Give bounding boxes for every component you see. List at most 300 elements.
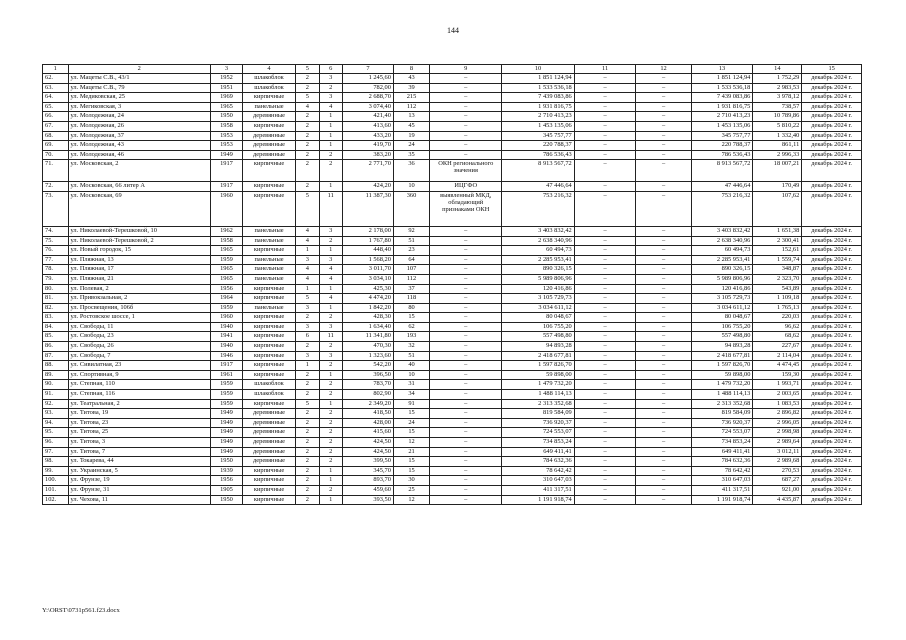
table-cell: 78 642,42 [691, 466, 753, 476]
table-cell: 1951 [211, 83, 243, 93]
table-cell: 39 [393, 83, 429, 93]
table-cell: декабрь 2024 г. [802, 182, 862, 192]
table-cell: декабрь 2024 г. [802, 131, 862, 141]
table-cell: 2 [296, 182, 319, 192]
table-cell: 2 [296, 150, 319, 160]
table-cell: 11 [319, 191, 342, 226]
table-cell: 10 789,86 [753, 112, 802, 122]
table-cell: 10 [393, 370, 429, 380]
table-cell: кирпичные [242, 322, 295, 332]
table-cell: декабрь 2024 г. [802, 150, 862, 160]
table-cell: – [636, 294, 691, 304]
table-cell: 2 771,70 [342, 160, 393, 182]
table-cell: 78 642,42 [502, 466, 574, 476]
table-row [43, 191, 862, 226]
table-cell: 91 [393, 399, 429, 409]
table-cell: ул. Титова, 19 [68, 409, 211, 419]
table-cell: 736 920,37 [691, 418, 753, 428]
table-cell: 96. [43, 438, 69, 448]
table-cell: декабрь 2024 г. [802, 485, 862, 495]
table-cell: кирпичные [242, 476, 295, 486]
table-row [43, 466, 862, 476]
table-cell: – [636, 342, 691, 352]
table-cell: 1959 [211, 380, 243, 390]
table-cell: – [430, 294, 502, 304]
table-cell: 1 568,20 [342, 255, 393, 265]
table-cell: ул. Молодежная, 26 [68, 121, 211, 131]
table-cell: ул. Титова, 23 [68, 418, 211, 428]
table-cell: ул. Николаевой-Терешковой, 10 [68, 226, 211, 236]
column-number-cell: 15 [802, 65, 862, 74]
table-row [43, 313, 862, 323]
table-cell: декабрь 2024 г. [802, 476, 862, 486]
table-cell: ул. Чехова, 11 [68, 495, 211, 505]
table-cell: декабрь 2024 г. [802, 274, 862, 284]
table-cell: декабрь 2024 г. [802, 93, 862, 103]
table-cell: деревянные [242, 447, 295, 457]
table-cell: 107,62 [753, 191, 802, 226]
table-cell: – [636, 476, 691, 486]
table-cell: ул. Пляжная, 13 [68, 255, 211, 265]
table-cell: 106 755,20 [691, 322, 753, 332]
table-cell: 2 [296, 141, 319, 151]
table-cell: 1 [319, 131, 342, 141]
table-cell: 893,70 [342, 476, 393, 486]
table-cell: ул. Свободы, 11 [68, 322, 211, 332]
table-cell: панельные [242, 274, 295, 284]
table-cell: 399,50 [342, 457, 393, 467]
table-cell: 101. [43, 485, 69, 495]
column-number-cell: 3 [211, 65, 243, 74]
table-cell: – [430, 74, 502, 84]
table-cell: 310 647,03 [691, 476, 753, 486]
table-cell: – [574, 93, 636, 103]
table-cell: – [430, 313, 502, 323]
table-cell: – [574, 370, 636, 380]
table-cell: деревянные [242, 112, 295, 122]
table-cell: – [636, 265, 691, 275]
table-cell: 3 [296, 255, 319, 265]
table-cell: 93. [43, 409, 69, 419]
table-cell: – [430, 409, 502, 419]
table-cell: 62. [43, 74, 69, 84]
table-cell: кирпичные [242, 284, 295, 294]
table-cell: ул. Московская, 2 [68, 160, 211, 182]
table-cell: 2 [296, 438, 319, 448]
table-cell: 786 536,43 [502, 150, 574, 160]
table-cell: 783,70 [342, 380, 393, 390]
table-cell: 2 [296, 160, 319, 182]
table-cell: ул. Молодежная, 24 [68, 112, 211, 122]
table-cell: кирпичные [242, 93, 295, 103]
table-cell: 419,70 [342, 141, 393, 151]
table-cell: – [636, 399, 691, 409]
table-cell: – [636, 351, 691, 361]
table-cell: шлакоблок [242, 83, 295, 93]
table-cell: 3 978,12 [753, 93, 802, 103]
table-cell: декабрь 2024 г. [802, 438, 862, 448]
table-cell: 1946 [211, 351, 243, 361]
table-cell: – [636, 495, 691, 505]
table-cell: кирпичные [242, 332, 295, 342]
table-cell: 36 [393, 160, 429, 182]
table-cell: 1961 [211, 370, 243, 380]
table-cell: – [636, 131, 691, 141]
table-cell: декабрь 2024 г. [802, 399, 862, 409]
table-cell: 1 [319, 284, 342, 294]
table-cell: ул. Титова, 25 [68, 428, 211, 438]
table-cell: 2 996,33 [753, 150, 802, 160]
table-cell: – [574, 265, 636, 275]
table-cell: 10 [393, 182, 429, 192]
table-cell: 12 [393, 438, 429, 448]
table-cell: 2 [296, 342, 319, 352]
table-cell: – [636, 380, 691, 390]
table-cell: 428,00 [342, 418, 393, 428]
table-cell: 459,60 [342, 485, 393, 495]
table-cell: – [574, 380, 636, 390]
table-cell: 2 638 340,96 [691, 236, 753, 246]
column-number-cell: 8 [393, 65, 429, 74]
table-cell: 418,50 [342, 409, 393, 419]
table-cell: – [636, 226, 691, 236]
column-number-cell: 9 [430, 65, 502, 74]
table-cell: – [636, 141, 691, 151]
table-cell: – [636, 150, 691, 160]
table-cell: 7 439 083,86 [691, 93, 753, 103]
table-cell: 2 [296, 485, 319, 495]
table-cell: декабрь 2024 г. [802, 361, 862, 371]
table-cell: 2 [296, 409, 319, 419]
table-cell: 5 989 806,96 [502, 274, 574, 284]
table-row [43, 361, 862, 371]
table-cell: 421,40 [342, 112, 393, 122]
table-cell: 1 332,40 [753, 131, 802, 141]
table-cell: 80 048,67 [691, 313, 753, 323]
table-cell: 3 [319, 351, 342, 361]
table-body [43, 65, 862, 505]
table-cell: 3 012,11 [753, 447, 802, 457]
table-cell: 1 559,74 [753, 255, 802, 265]
column-number-cell: 10 [502, 65, 574, 74]
table-cell: – [574, 83, 636, 93]
table-cell: – [574, 121, 636, 131]
table-cell: 32 [393, 342, 429, 352]
table-cell: кирпичные [242, 342, 295, 352]
table-cell: 2 [319, 418, 342, 428]
table-cell: 24 [393, 418, 429, 428]
table-row [43, 102, 862, 112]
table-cell: – [574, 447, 636, 457]
table-cell: 3 105 729,73 [502, 294, 574, 304]
table-cell: 360 [393, 191, 429, 226]
table-cell: – [574, 236, 636, 246]
table-cell: 4 [296, 265, 319, 275]
table-cell: – [574, 466, 636, 476]
table-cell: 97. [43, 447, 69, 457]
table-cell: – [574, 476, 636, 486]
table-cell: 60 494,73 [502, 246, 574, 256]
table-row [43, 265, 862, 275]
table-cell: 1 651,38 [753, 226, 802, 236]
table-cell: 2 989,64 [753, 438, 802, 448]
table-cell: 1939 [211, 466, 243, 476]
table-cell: 102. [43, 495, 69, 505]
table-cell: 1 453 135,06 [502, 121, 574, 131]
table-cell: – [430, 83, 502, 93]
table-cell: 66. [43, 112, 69, 122]
table-cell: декабрь 2024 г. [802, 428, 862, 438]
table-cell: 2 996,05 [753, 418, 802, 428]
table-cell: 890 326,15 [691, 265, 753, 275]
table-cell: 2 [319, 457, 342, 467]
table-cell: 15 [393, 466, 429, 476]
table-cell: 1 191 918,74 [691, 495, 753, 505]
table-cell: – [430, 303, 502, 313]
table-cell: декабрь 2024 г. [802, 265, 862, 275]
table-cell: шлакоблок [242, 74, 295, 84]
table-cell: 86. [43, 342, 69, 352]
table-cell: 34 [393, 390, 429, 400]
table-cell: 24 [393, 141, 429, 151]
table-cell: – [636, 93, 691, 103]
housing-table-wrapper [42, 64, 862, 505]
table-cell: 159,30 [753, 370, 802, 380]
table-cell: – [636, 112, 691, 122]
table-cell: – [636, 447, 691, 457]
table-cell: ул. Театральная, 2 [68, 399, 211, 409]
table-cell: – [574, 141, 636, 151]
table-cell: 310 647,03 [502, 476, 574, 486]
table-cell: 782,00 [342, 83, 393, 93]
table-cell: панельные [242, 303, 295, 313]
table-cell: 82. [43, 303, 69, 313]
table-cell: 2 [296, 83, 319, 93]
table-cell: 220 788,37 [691, 141, 753, 151]
table-cell: 687,27 [753, 476, 802, 486]
table-cell: 1 752,29 [753, 74, 802, 84]
column-number-cell: 2 [68, 65, 211, 74]
table-cell: 734 853,24 [502, 438, 574, 448]
table-cell: 1 479 732,20 [502, 380, 574, 390]
table-cell: ул. Ростовское шоссе, 1 [68, 313, 211, 323]
table-cell: 1 851 124,94 [502, 74, 574, 84]
table-cell: 2 638 340,96 [502, 236, 574, 246]
table-cell: 424,50 [342, 447, 393, 457]
table-cell: 2 [296, 131, 319, 141]
table-row [43, 131, 862, 141]
table-row [43, 284, 862, 294]
table-cell: – [574, 150, 636, 160]
table-cell: ул. Молодежная, 43 [68, 141, 211, 151]
table-cell: кирпичные [242, 370, 295, 380]
table-cell: шлакоблок [242, 380, 295, 390]
table-cell: 37 [393, 284, 429, 294]
table-cell: ул. Свободы, 23 [68, 332, 211, 342]
table-cell: 98. [43, 457, 69, 467]
table-row [43, 83, 862, 93]
column-number-cell: 7 [342, 65, 393, 74]
table-cell: 861,11 [753, 141, 802, 151]
table-cell: 40 [393, 361, 429, 371]
table-cell: кирпичные [242, 191, 295, 226]
table-cell: 73. [43, 191, 69, 226]
table-cell: 2 300,41 [753, 236, 802, 246]
table-cell: 425,30 [342, 284, 393, 294]
table-cell: – [574, 322, 636, 332]
table-cell: декабрь 2024 г. [802, 226, 862, 236]
table-cell: 80. [43, 284, 69, 294]
table-row [43, 274, 862, 284]
table-cell: – [574, 418, 636, 428]
table-cell: кирпичные [242, 160, 295, 182]
table-cell: панельные [242, 265, 295, 275]
table-cell: 96,62 [753, 322, 802, 332]
table-cell: – [574, 246, 636, 256]
table-cell: 5 810,22 [753, 121, 802, 131]
table-cell: 2 285 953,41 [691, 255, 753, 265]
table-row [43, 236, 862, 246]
table-cell: 2 418 677,81 [691, 351, 753, 361]
table-cell: 2 896,82 [753, 409, 802, 419]
table-cell: 1917 [211, 160, 243, 182]
table-cell: 3 034,10 [342, 274, 393, 284]
table-cell: 1959 [211, 399, 243, 409]
table-cell: ОКН регионального значения [430, 160, 502, 182]
table-cell: 819 584,09 [502, 409, 574, 419]
table-cell: 1 767,80 [342, 236, 393, 246]
table-cell: ул. Николаевой-Терешковой, 2 [68, 236, 211, 246]
table-cell: 1958 [211, 236, 243, 246]
table-cell: декабрь 2024 г. [802, 284, 862, 294]
table-cell: – [574, 74, 636, 84]
table-cell: декабрь 2024 г. [802, 74, 862, 84]
table-cell: 4 [296, 226, 319, 236]
table-cell: 1 [296, 284, 319, 294]
table-cell: 2 313 352,68 [691, 399, 753, 409]
table-cell: 1958 [211, 121, 243, 131]
column-number-cell: 12 [636, 65, 691, 74]
table-cell: 89. [43, 370, 69, 380]
table-cell: 5 [296, 399, 319, 409]
table-cell: ул. Украинская, 5 [68, 466, 211, 476]
table-cell: декабрь 2024 г. [802, 83, 862, 93]
table-cell: 120 416,86 [502, 284, 574, 294]
table-cell: 47 446,64 [502, 182, 574, 192]
table-cell: 72. [43, 182, 69, 192]
table-cell: 220,03 [753, 313, 802, 323]
table-cell: 4 [319, 102, 342, 112]
table-cell: 3 403 832,42 [691, 226, 753, 236]
table-cell: 69. [43, 141, 69, 151]
table-cell: 227,67 [753, 342, 802, 352]
table-cell: – [636, 284, 691, 294]
table-cell: 345 757,77 [502, 131, 574, 141]
table-cell: 63. [43, 83, 69, 93]
table-row [43, 74, 862, 84]
table-cell: 1 993,71 [753, 380, 802, 390]
table-cell: 786 536,43 [691, 150, 753, 160]
table-cell: – [574, 255, 636, 265]
table-cell: 88. [43, 361, 69, 371]
table-cell: 31 [393, 380, 429, 390]
table-cell: 1 245,60 [342, 74, 393, 84]
table-cell: – [430, 370, 502, 380]
table-cell: – [636, 457, 691, 467]
table-cell: выявленный МКД, обладающий признаками ОКН [430, 191, 502, 226]
table-cell: 60 494,73 [691, 246, 753, 256]
table-cell: 2 688,70 [342, 93, 393, 103]
table-cell: – [636, 255, 691, 265]
table-cell: 1917 [211, 182, 243, 192]
table-cell: 1 [319, 495, 342, 505]
table-cell: 348,87 [753, 265, 802, 275]
table-cell: декабрь 2024 г. [802, 418, 862, 428]
footer-file-path: Y:\ORST\0731p561.f23.docx [42, 607, 120, 614]
table-cell: 2 [319, 485, 342, 495]
table-cell: 2 [296, 112, 319, 122]
table-cell: 1953 [211, 131, 243, 141]
table-cell: – [430, 457, 502, 467]
table-cell: деревянные [242, 457, 295, 467]
table-cell: декабрь 2024 г. [802, 322, 862, 332]
column-number-cell: 5 [296, 65, 319, 74]
table-cell: кирпичные [242, 485, 295, 495]
table-cell: – [636, 418, 691, 428]
table-cell: 106 755,20 [502, 322, 574, 332]
table-cell: ул. Мацеты С.В., 79 [68, 83, 211, 93]
table-cell: 383,20 [342, 150, 393, 160]
table-cell: 1940 [211, 322, 243, 332]
table-cell: 1 191 918,74 [502, 495, 574, 505]
table-cell: 92. [43, 399, 69, 409]
table-cell: 1950 [211, 495, 243, 505]
table-cell: деревянные [242, 418, 295, 428]
table-cell: 75. [43, 236, 69, 246]
table-cell: – [574, 428, 636, 438]
table-cell: 1 323,60 [342, 351, 393, 361]
table-cell: – [636, 313, 691, 323]
table-cell: ул. Просвещения, 106б [68, 303, 211, 313]
table-cell: 1950 [211, 112, 243, 122]
table-cell: 2 989,68 [753, 457, 802, 467]
table-cell: 12 [393, 495, 429, 505]
table-cell: декабрь 2024 г. [802, 255, 862, 265]
table-cell: – [430, 390, 502, 400]
table-row [43, 121, 862, 131]
table-row [43, 112, 862, 122]
table-cell: 1 [319, 476, 342, 486]
table-cell: 35 [393, 150, 429, 160]
table-cell: – [574, 342, 636, 352]
table-row [43, 294, 862, 304]
table-row [43, 303, 862, 313]
table-cell: 542,20 [342, 361, 393, 371]
table-row [43, 485, 862, 495]
table-row [43, 476, 862, 486]
table-cell: – [574, 332, 636, 342]
table-cell: 1 [319, 303, 342, 313]
table-cell: 557 498,80 [502, 332, 574, 342]
table-cell: кирпичные [242, 294, 295, 304]
table-cell: 413,60 [342, 121, 393, 131]
table-cell: 78. [43, 265, 69, 275]
table-cell: панельные [242, 255, 295, 265]
table-cell: 345,70 [342, 466, 393, 476]
table-cell: декабрь 2024 г. [802, 112, 862, 122]
table-cell: 1953 [211, 141, 243, 151]
table-cell: декабрь 2024 г. [802, 246, 862, 256]
